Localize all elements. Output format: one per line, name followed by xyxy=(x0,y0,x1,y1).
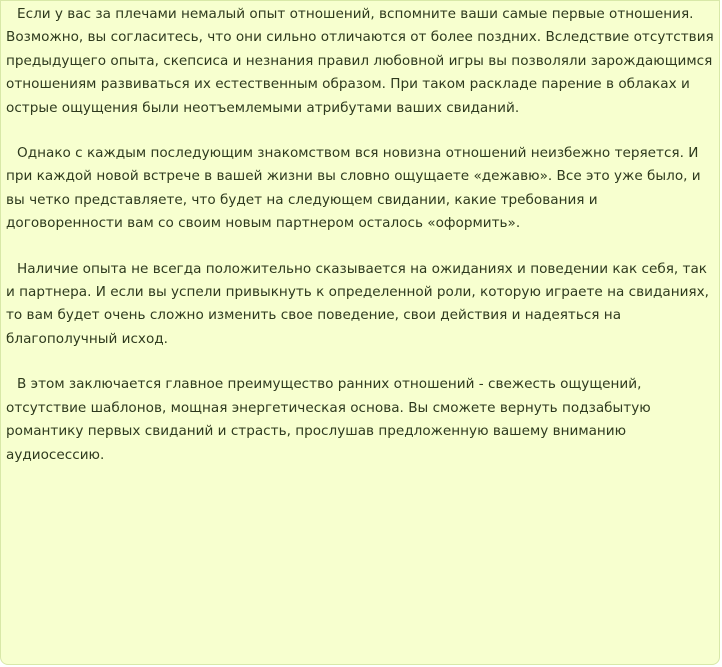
article-paragraph-2: Однако с каждым последующим знакомством вся новизна отношений неизбежно теряется. И при каждой новой встрече в вашей жизни вы словно ощущаете «дежавю». Все это уже было, и вы четко представляете, что будет на следующем свидании, какие требования и договоренности вам со своим новым партнером осталось «оформить». xyxy=(6,145,701,232)
article-paragraph-4: В этом заключается главное преимущество ранних отношений - свежесть ощущений, отсутствие шаблонов, мощная энергетическая основа. Вы сможете вернуть подзабытую романтику первых свиданий и страсть, прослушав предложенную вашему вниманию аудиосессию. xyxy=(6,376,651,463)
article-paragraph-3: Наличие опыта не всегда положительно сказывается на ожиданиях и поведении как себя, так и партнера. И если вы успели привыкнуть к определенной роли, которую играете на свиданиях, то вам будет очень сложно изменить свое поведение, свои действия и надеяться на благополучный исход. xyxy=(6,260,709,347)
article-body xyxy=(1,1,719,467)
article-paragraph-1: Если у вас за плечами немалый опыт отношений, вспомните ваши самые первые отношения. Возможно, вы согласитесь, что они сильно отличаются от более поздних. Вследствие отсутствия предыдущего опыта, скепсиса и незнания правил любовной игры вы позволяли зарождающимся отношениям развиваться их естественным образом. При таком раскладе парение в облаках и острые ощущения были неотъемлемыми атрибутами ваших свиданий. xyxy=(6,6,714,116)
